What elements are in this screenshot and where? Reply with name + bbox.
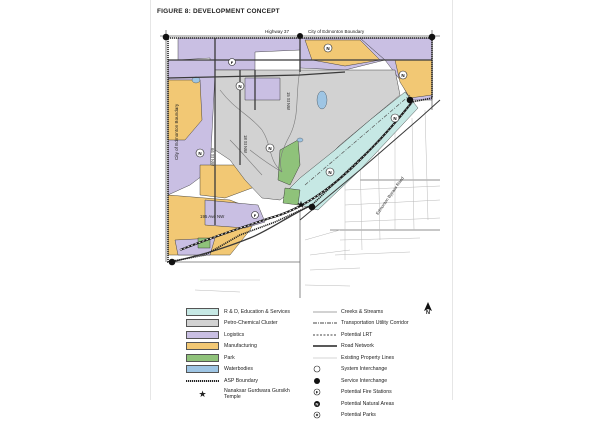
service-interchange-icon	[297, 33, 303, 39]
legend-label: Creeks & Streams	[341, 309, 383, 315]
legend-item-temple	[186, 387, 306, 401]
legend-item-lrt	[313, 329, 443, 341]
legend-label: System Interchange	[341, 366, 387, 372]
st-15-label: 15 St NW	[286, 92, 291, 110]
legend-label: Waterbodies	[224, 366, 253, 372]
legend-label: Petro-Chemical Cluster	[224, 320, 278, 326]
natural-area-icon	[324, 44, 332, 52]
service-interchange-icon	[313, 377, 337, 385]
legend-item-fire-stations	[313, 387, 443, 399]
legend-label: Logistics	[224, 332, 244, 338]
natural-area-icon	[399, 71, 407, 79]
legend-item-petro	[186, 318, 306, 330]
legend-item-system-interchange	[313, 364, 443, 376]
petro-swatch	[186, 319, 219, 327]
svg-text:F: F	[316, 390, 319, 395]
legend-label: Service Interchange	[341, 378, 387, 384]
st-66-label: 66 St NW	[210, 148, 215, 166]
edmonton-bypass-label: Edmonton Bypass Road	[375, 175, 405, 215]
legend-label: Potential Fire Stations	[341, 389, 392, 395]
legend-label: Road Network	[341, 343, 374, 349]
legend-item-water	[186, 364, 306, 376]
manufacturing-swatch	[186, 342, 219, 350]
svg-text:N: N	[328, 170, 331, 175]
legend-item-property	[313, 352, 443, 364]
svg-text:N: N	[268, 146, 271, 151]
ave-195-label: 195 Ave NW	[200, 214, 225, 219]
highway-37-label: Highway 37	[265, 29, 289, 34]
creek-line-icon	[313, 308, 337, 316]
system-interchange-icon	[429, 34, 436, 41]
legend-label: Potential Natural Areas	[341, 401, 394, 407]
legend-item-tuc	[313, 318, 443, 330]
natural-area-icon	[391, 114, 399, 122]
system-interchange-icon	[407, 97, 414, 104]
svg-text:N: N	[238, 84, 241, 89]
legend-label: Park	[224, 355, 235, 361]
fire-station-icon	[313, 388, 337, 396]
legend-label: Existing Property Lines	[341, 355, 394, 361]
fire-station-icon	[252, 212, 259, 219]
logistics-swatch	[186, 331, 219, 339]
legend-item-road	[313, 341, 443, 353]
natural-area-icon	[313, 400, 337, 408]
legend-item-logistics	[186, 329, 306, 341]
north-arrow-icon	[421, 302, 435, 312]
logistics-area	[245, 78, 280, 100]
manufacturing-area	[395, 60, 432, 98]
road-line-icon	[313, 342, 337, 350]
svg-text:N: N	[198, 151, 201, 156]
system-interchange-icon	[313, 365, 337, 373]
legend-label: R & D, Education & Services	[224, 309, 290, 315]
system-interchange-icon	[163, 34, 170, 41]
svg-text:N: N	[401, 73, 404, 78]
svg-text:N: N	[326, 46, 329, 51]
legend-item-service-interchange	[313, 375, 443, 387]
legend-label: Potential Parks	[341, 412, 376, 418]
property-line-icon	[313, 354, 337, 362]
legend-label: Transportation Utility Corridor	[341, 320, 409, 326]
water-swatch	[186, 365, 219, 373]
north-arrow	[421, 302, 435, 316]
legend-item-manufacturing	[186, 341, 306, 353]
legend-item-asp-boundary	[186, 375, 306, 387]
park-icon	[313, 411, 337, 419]
svg-text:F: F	[231, 60, 234, 65]
asp-boundary-icon	[186, 377, 219, 385]
legend-item-park	[186, 352, 306, 364]
park-swatch	[186, 354, 219, 362]
svg-text:N: N	[316, 401, 319, 406]
natural-area-icon	[236, 82, 244, 90]
service-interchange-icon	[309, 204, 316, 211]
fire-station-icon	[229, 59, 236, 66]
rd-swatch	[186, 308, 219, 316]
st-18-label: 18 St NW	[243, 135, 248, 153]
service-interchange-icon	[169, 259, 176, 266]
edmonton-boundary-top-label: City of Edmonton Boundary	[308, 29, 365, 34]
legend-land-use	[186, 306, 306, 401]
temple-star-icon: ★	[186, 390, 219, 398]
legend-lines-points	[313, 306, 443, 421]
natural-area-icon	[266, 144, 274, 152]
edmonton-boundary-side-label: City of Edmonton Boundary	[174, 103, 179, 160]
legend-label: Manufacturing	[224, 343, 257, 349]
natural-area-icon	[196, 149, 204, 157]
legend-label: Potential LRT	[341, 332, 372, 338]
lrt-line-icon	[313, 331, 337, 339]
natural-area-icon	[326, 168, 334, 176]
legend-item-rd	[186, 306, 306, 318]
legend-item-parks	[313, 410, 443, 421]
temple-star-icon: ★	[297, 200, 306, 211]
north-label: N	[421, 310, 435, 316]
waterbody	[297, 138, 303, 142]
tuc-line-icon	[313, 319, 337, 327]
figure-title: FIGURE 8: DEVELOPMENT CONCEPT	[157, 8, 280, 15]
svg-text:N: N	[393, 116, 396, 121]
legend-label: ASP Boundary	[224, 378, 258, 384]
waterbody	[317, 91, 327, 109]
legend-label: Nanaksar Gurdwara Gursikh Temple	[224, 388, 304, 400]
svg-text:F: F	[254, 213, 257, 218]
